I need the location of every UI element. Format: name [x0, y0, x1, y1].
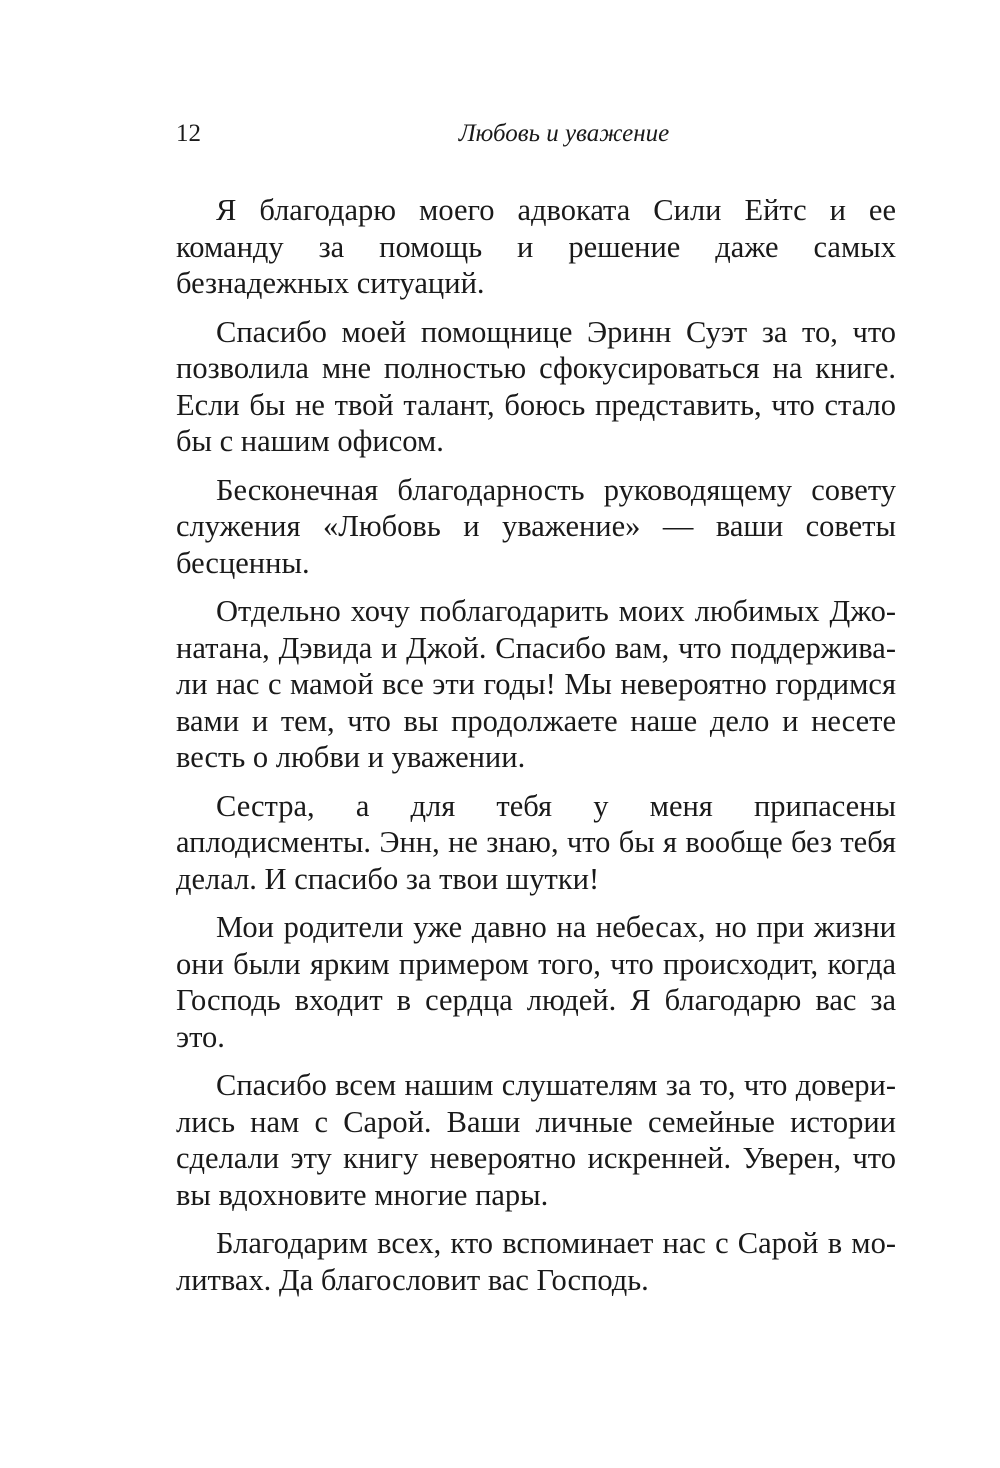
page-number: 12: [176, 120, 201, 147]
paragraph: Отдельно хочу поблагодарить моих любимых Джонатана, Дэвида и Джой. Спасибо вам, что поддерживали нас с мамой все эти годы! Мы невероятно гордимся вами и тем, что вы продолжаете наше дело и несете весть о любви и уважении.: [176, 594, 896, 774]
paragraph: Сестра, а для тебя у меня припасены аплодисменты. Энн, не знаю, что бы я вообще без тебя делал. И спасибо за твои шутки!: [176, 788, 896, 896]
paragraph: Благодарим всех, кто вспоминает нас с Сарой в молитвах. Да благословит вас Господь.: [176, 1226, 896, 1297]
paragraph: Я благодарю моего адвоката Сили Ейтс и ее команду за помощь и решение даже самых безнадежных ситуаций.: [176, 193, 896, 300]
paragraph: Бесконечная благодарность руководящему совету служения «Любовь и уважение» — ваши советы бесценны.: [176, 472, 896, 580]
running-head: [176, 114, 896, 154]
paragraph: Спасибо всем нашим слушателям за то, что доверились нам с Сарой. Ваши личные семейные истории сделали эту книгу невероятно искренней. Уверен, что вы вдохновите многие пары.: [176, 1068, 896, 1212]
body-text: [176, 192, 896, 1310]
running-title: Любовь и уважение: [458, 120, 670, 147]
paragraph: Мои родители уже давно на небесах, но при жизни они были ярким примером того, что происходит, когда Господь входит в сердца людей. Я благодарю вас за это.: [176, 910, 896, 1054]
paragraph: Спасибо моей помощнице Эринн Суэт за то, что позволила мне полностью сфокусироваться на книге. Если бы не твой талант, боюсь представить, что стало бы с нашим офисом.: [176, 314, 896, 458]
